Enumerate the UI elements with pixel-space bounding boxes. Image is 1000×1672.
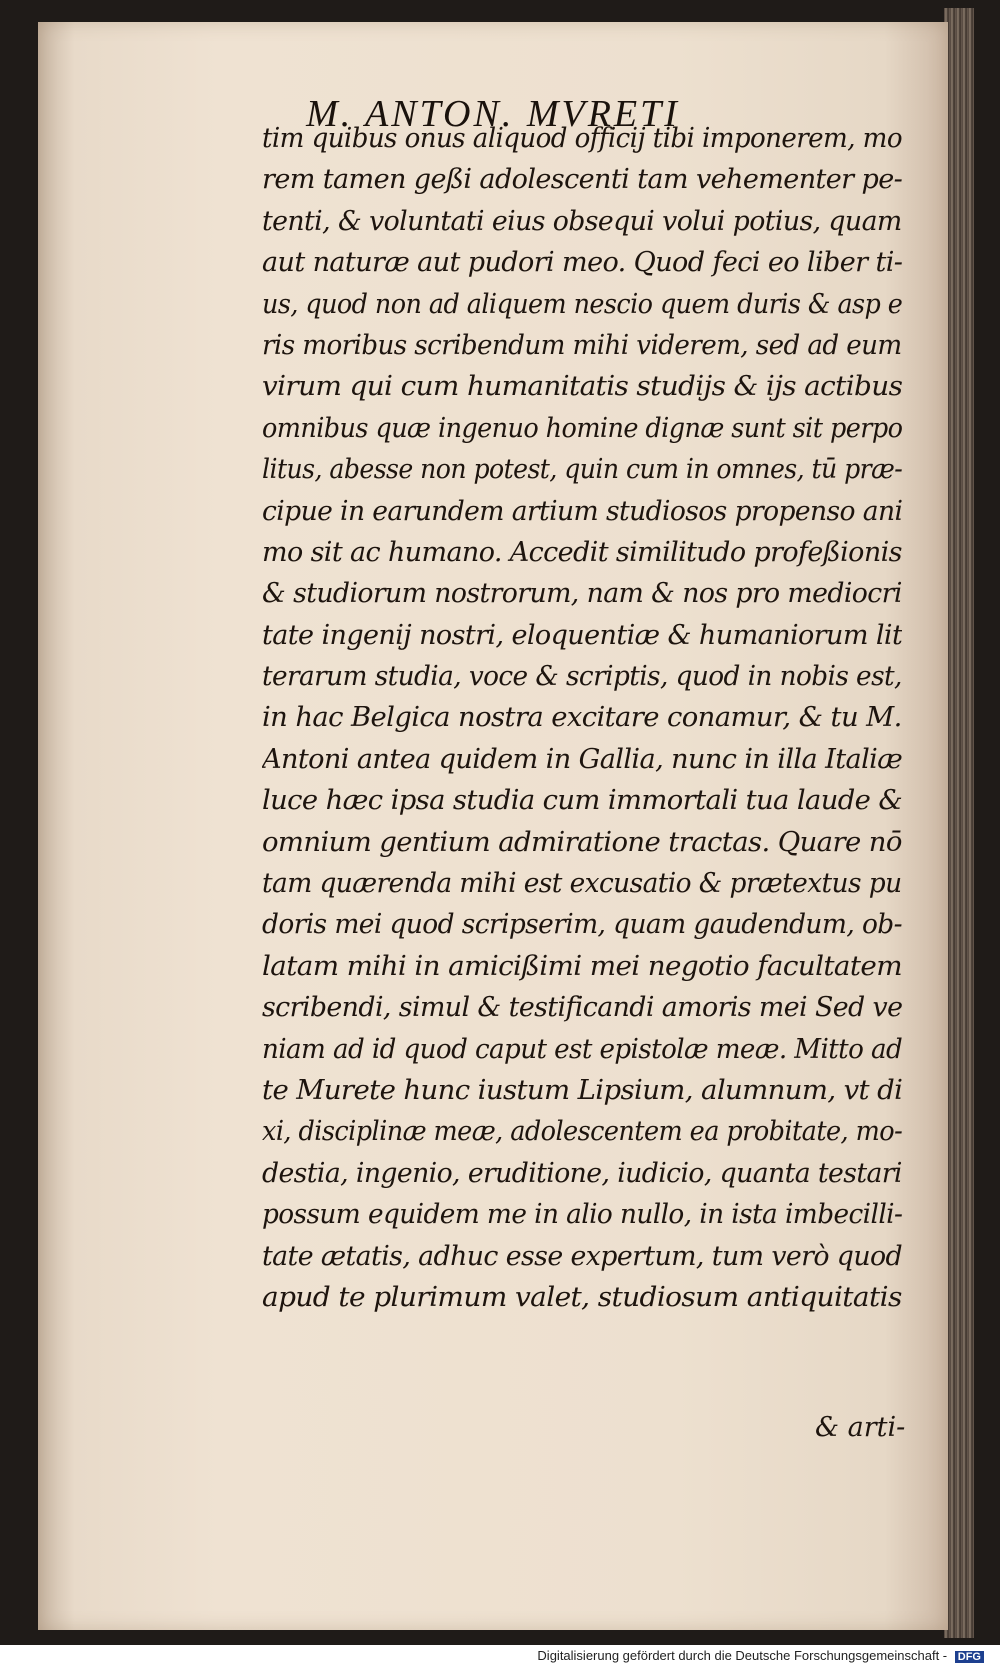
text-line: litus, abesse non potest, quin cum in omnes, tū præ- xyxy=(262,454,902,486)
text-line: niam ad id quod caput est epistolæ meæ. Mitto ad xyxy=(262,1033,902,1065)
text-line: & studiorum nostrorum, nam & nos pro mediocri xyxy=(262,578,902,610)
text-line: Antoni antea quidem in Gallia, nunc in illa Italiæ xyxy=(262,743,902,775)
text-line: tenti, & voluntati eius obsequi volui potius, quam xyxy=(262,205,902,237)
running-head: M. ANTON. MVRETI xyxy=(306,93,680,135)
text-line: us, quod non ad aliquem nescio quem duris & asp e xyxy=(262,288,902,320)
funding-footer xyxy=(0,1648,984,1663)
text-line: destia, ingenio, eruditione, iudicio, quanta testari xyxy=(262,1157,902,1189)
text-line: scribendi, simul & testificandi amoris mei Sed ve xyxy=(262,992,902,1024)
text-line: omnium gentium admiratione tractas. Quare nō xyxy=(262,826,902,858)
text-line: possum equidem me in alio nullo, in ista imbecilli- xyxy=(262,1199,902,1231)
text-line: virum qui cum humanitatis studijs & ijs actibus xyxy=(262,371,902,403)
page-edges xyxy=(944,8,974,1638)
text-line: te Murete hunc iustum Lipsium, alumnum, vt di xyxy=(262,1074,902,1106)
text-line: tate ingenij nostri, eloquentiæ & humaniorum lit xyxy=(262,619,902,651)
body-text xyxy=(262,118,902,1318)
text-line: rem tamen geßi adolescenti tam vehementer pe- xyxy=(262,164,902,196)
text-line: cipue in earundem artium studiosos propenso ani xyxy=(262,495,902,527)
text-line: omnibus quæ ingenuo homine dignæ sunt sit perpo xyxy=(262,412,902,444)
text-line: terarum studia, voce & scriptis, quod in nobis est, xyxy=(262,661,902,693)
text-line: tam quærenda mihi est excusatio & prætextus pu xyxy=(262,868,902,900)
text-line: tim quibus onus aliquod officij tibi imponerem, mo xyxy=(262,123,902,154)
text-line: in hac Belgica nostra excitare conamur, & tu M. xyxy=(262,702,902,734)
text-line: aut naturæ aut pudori meo. Quod feci eo liber ti- xyxy=(262,247,902,279)
text-line: apud te plurimum valet, studiosum antiquitatis xyxy=(262,1281,902,1313)
text-line: latam mihi in amicißimi mei negotio facultatem xyxy=(262,950,902,982)
catchword: & arti- xyxy=(815,1412,906,1443)
dfg-logo: DFG xyxy=(955,1651,984,1663)
text-line: doris mei quod scripserim, quam gaudendum, ob- xyxy=(262,909,902,941)
text-line: mo sit ac humano. Accedit similitudo profeßionis xyxy=(262,536,902,568)
text-line: tate ætatis, adhuc esse expertum, tum verò quod xyxy=(262,1240,902,1272)
footer-text: Digitalisierung gefördert durch die Deutsche Forschungsgemeinschaft - xyxy=(537,1648,948,1663)
text-line: xi, disciplinæ meæ, adolescentem ea probitate, mo- xyxy=(262,1116,902,1148)
text-line: luce hæc ipsa studia cum immortali tua laude & xyxy=(262,785,902,817)
text-line: ris moribus scribendum mihi viderem, sed ad eum xyxy=(262,329,902,361)
